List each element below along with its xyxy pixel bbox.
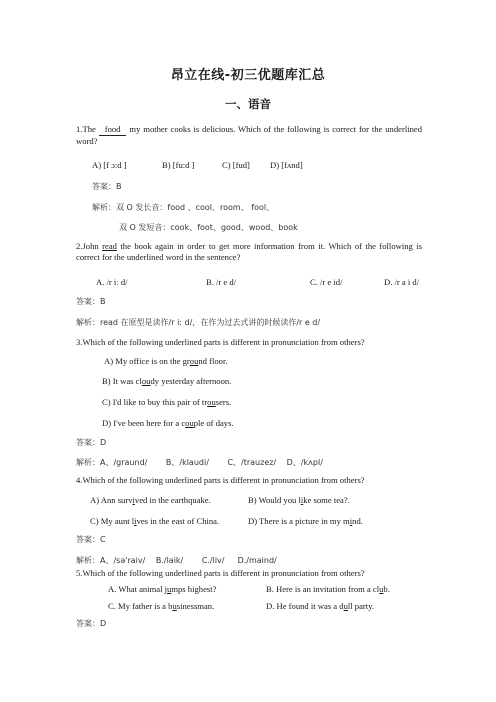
option-a: A. What animal jumps highest? — [108, 584, 217, 594]
analysis-line: 解析：A、/sə'raiv/ B./laik/ C./liv/ D./maind/ — [76, 556, 277, 565]
option-b: B. Here is an invitation from a club. — [266, 584, 390, 594]
option-b: B) It was cloudy yesterday afternoon. — [102, 376, 232, 386]
underlined-word: read — [102, 241, 117, 251]
question-5-stem: 5.Which of the following underlined parts is different in pronunciation from others? — [76, 568, 365, 578]
option-c: C. /r e id/ — [310, 277, 343, 287]
analysis-line: 解析：A、/graund/ B、/klaudi/ C、/trauzez/ D、/kʌpl/ — [76, 458, 323, 467]
option-a: A. /r iː d/ — [96, 277, 128, 287]
option-d: D. He found it was a dull party. — [266, 601, 375, 611]
option-d: D) I've been here for a couple of days. — [102, 418, 234, 428]
option-b: B) [fu:d ] — [162, 160, 195, 170]
answer: 答案：B — [92, 182, 122, 191]
answer: 答案：B — [76, 297, 106, 306]
option-a: A) Ann survived in the earthquake. — [90, 495, 211, 505]
option-a: A) [f ɔ:d ] — [92, 160, 127, 170]
analysis-line: 解析：双 O 发长音：food 、cool、room、 fool、 — [92, 203, 275, 212]
question-4-stem: 4.Which of the following underlined parts is different in pronunciation from others? — [76, 475, 365, 485]
option-c: C) I'd like to buy this pair of trousers. — [102, 397, 232, 407]
option-d: D) [fʌnd] — [270, 160, 303, 170]
option-c: C. My father is a businessman. — [108, 601, 215, 611]
document-title: 昂立在线-初三优题库汇总 — [170, 68, 326, 83]
option-c: C) [fud] — [222, 160, 250, 170]
question-1-stem: 1.The food my mother cooks is delicious. Which of the following is correct for the underlined word? — [76, 124, 423, 146]
answer: 答案：D — [76, 619, 107, 628]
option-c: C) My aunt lives in the east of China. — [90, 516, 220, 526]
option-d: D) There is a picture in my mind. — [248, 516, 363, 526]
option-b: B) Would you like some tea?. — [248, 495, 350, 505]
option-d: D. /r a i d/ — [384, 277, 420, 287]
section-heading: 一、语音 — [225, 97, 271, 111]
answer: 答案：C — [76, 535, 106, 544]
analysis-line: 解析：read 在原型是读作/r iː d/，在作为过去式讲的时候读作/r e d/ — [76, 318, 321, 327]
option-b: B. /r e d/ — [206, 277, 237, 287]
question-3-stem: 3.Which of the following underlined parts is different in pronunciation from others? — [76, 337, 365, 347]
option-a: A) My office is on the ground floor. — [104, 356, 228, 366]
question-2-stem: 2.John read the book again in order to get more information from it. Which of the following is correct for the underlined word in the sentence? — [76, 241, 422, 262]
analysis-line: 双 O 发短音：cook、foot、good、wood、book — [119, 223, 298, 232]
underlined-word: food — [99, 124, 127, 136]
answer: 答案：D — [76, 438, 107, 447]
